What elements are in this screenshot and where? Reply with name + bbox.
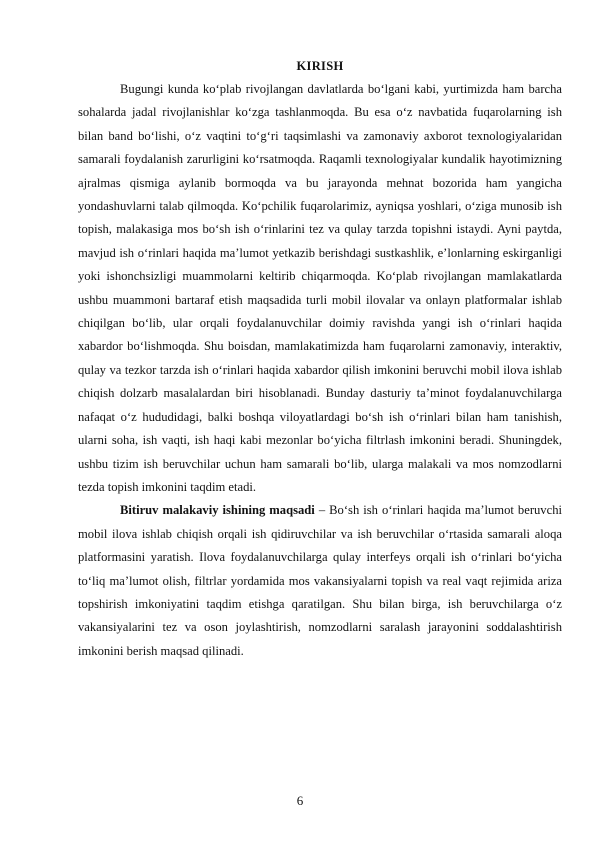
document-page <box>78 58 562 663</box>
thesis-goal-body: – Bo‘sh ish o‘rinlari haqida ma’lumot beruvchi mobil ilova ishlab chiqish orqali ish qidiruvchilar va ish beruvchilar o‘rtasida samarali aloqa platformasini yaratish. Ilova foydalanuvchilarga qulay interfeys orqali ish o‘rinlari bo‘yicha to‘liq ma’lumot olish, filtrlar yordamida mos vakansiyalarni topish va real vaqt rejimida ariza topshirish imkoniyatini taqdim etishga qaratilgan. Shu bilan birga, ish beruvchilarga o‘z vakansiyalarini tez va oson joylashtirish, nomzodlarni saralash jarayonini soddalashtirish imkonini berish maqsad qilinadi. <box>78 503 562 658</box>
introduction-paragraph: Bugungi kunda ko‘plab rivojlangan davlatlarda bo‘lgani kabi, yurtimizda ham barcha sohalarda jadal rivojlanishlar ko‘zga tashlanmoqda. Bu esa o‘z navbatida fuqarolarning ish bilan band bo‘lishi, o‘z vaqtini to‘g‘ri taqsimlashi va zamonaviy axborot texnologiyalaridan samarali foydalanish zarurligini ko‘rsatmoqda. Raqamli texnologiyalar kundalik hayotimizning ajralmas qismiga aylanib bormoqda va bu jarayonda mehnat bozorida ham yangicha yondashuvlarni talab qilmoqda. Ko‘pchilik fuqarolarimiz, ayniqsa yoshlari, o‘ziga munosib ish topish, malakasiga mos bo‘sh ish o‘rinlarini tez va qulay tarzda topishni istaydi. Ayni paytda, mavjud ish o‘rinlari haqida ma’lumot yetkazib berishdagi sustkashlik, e’lonlarning eskirganligi yoki ishonchsizligi muammolarni keltirib chiqarmoqda. Ko‘plab rivojlangan mamlakatlarda ushbu muammoni bartaraf etish maqsadida turli mobil ilovalar va onlayn platformalar ishlab chiqilgan bo‘lib, ular orqali foydalanuvchilar doimiy ravishda yangi ish o‘rinlari haqida xabardor bo‘lishmoqda. Shu boisdan, mamlakatimizda ham fuqarolarni zamonaviy, interaktiv, qulay va tezkor tarzda ish o‘rinlari haqida xabardor qilish imkonini beruvchi mobil ilova ishlab chiqish dolzarb masalalardan biri hisoblanadi. Bunday dasturiy ta’minot foydalanuvchilarga nafaqat o‘z hududidagi, balki boshqa viloyatlardagi bo‘sh ish o‘rinlari bilan ham tanishish, ularni soha, ish vaqti, ish haqi kabi mezonlar bo‘yicha filtrlash imkonini beradi. Shuningdek, ushbu tizim ish beruvchilar uchun ham samarali bo‘lib, ularga malakali va mos nomzodlarni tezda topish imkonini taqdim etadi. <box>78 82 562 494</box>
page-number: 6 <box>296 793 304 808</box>
thesis-goal-lead: Bitiruv malakaviy ishining maqsadi <box>120 503 315 518</box>
thesis-goal-paragraph <box>78 499 562 663</box>
section-heading: KIRISH <box>296 59 344 73</box>
